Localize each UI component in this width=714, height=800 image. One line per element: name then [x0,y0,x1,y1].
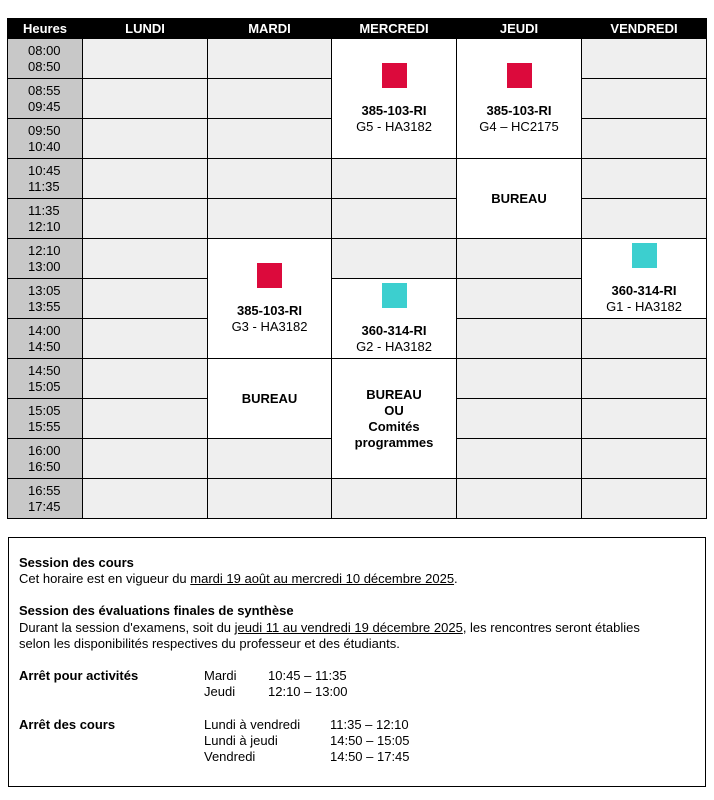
crimson-marker-icon [382,63,407,88]
block-label: BUREAU [491,190,547,206]
header-hours-label: Heures [22,21,68,36]
schedule-info-box [8,537,706,787]
course-group-room: G2 - HA3182 [356,338,432,354]
empty-slot [581,38,707,79]
block-label: BUREAU [241,390,298,406]
teal-marker-icon [632,243,657,268]
empty-slot [456,478,582,519]
course-group-room: G1 - HA3182 [606,298,682,314]
block-label: Comités [368,418,420,434]
time-end: 11:35 [28,178,60,194]
time-slot [7,358,83,399]
block-label: programmes [354,434,434,450]
office-block [331,358,457,479]
time-end: 09:45 [28,98,61,114]
time-start: 10:45 [28,162,61,178]
day-header-label: MERCREDI [359,21,429,36]
time-start: 16:00 [28,442,61,458]
block-label: BUREAU [366,386,422,402]
empty-slot [82,198,208,239]
course-code: 385-103-RI [361,102,427,118]
exam-text-pre: Durant la session d'examens, soit du [19,620,235,635]
day-header-label: MARDI [248,21,291,36]
course-code: 385-103-RI [486,102,552,118]
empty-slot [581,438,707,479]
weekly-schedule-grid [7,18,706,517]
empty-slot [456,358,582,399]
time-slot [7,478,83,519]
empty-slot [207,198,332,239]
empty-slot [207,78,332,119]
block-label: OU [384,402,404,418]
breaks-title: Arrêt des cours [19,717,116,732]
day-header-label: JEUDI [499,21,539,36]
course-group-room: G3 - HA3182 [231,318,308,334]
empty-slot [581,398,707,439]
empty-slot [581,478,707,519]
empty-slot [82,398,208,439]
empty-slot [82,158,208,199]
empty-slot [581,78,707,119]
time-slot [7,278,83,319]
day-header-label: VENDREDI [610,21,678,36]
empty-slot [207,118,332,159]
session-text-post: . [454,571,458,586]
empty-slot [207,158,332,199]
course-block [207,238,332,359]
empty-slot [331,198,457,239]
empty-slot [456,238,582,279]
exam-text-post: , les rencontres seront établies [462,620,640,635]
crimson-marker-icon [507,63,532,88]
time-end: 14:50 [28,338,61,354]
crimson-marker-icon [257,263,282,288]
header-hours [7,18,83,39]
exam-dates: jeudi 11 au vendredi 19 décembre 2025 [234,620,463,635]
activities-day: Mardi [204,668,237,683]
time-end: 13:55 [28,298,61,314]
time-slot [7,438,83,479]
exam-text-line2: selon les disponibilités respectives du professeur et des étudiants. [19,636,400,651]
time-slot [7,198,83,239]
course-block [331,278,457,359]
activities-time: 10:45 – 11:35 [268,668,347,683]
breaks-day: Lundi à vendredi [204,717,301,732]
empty-slot [456,398,582,439]
empty-slot [82,318,208,359]
empty-slot [82,478,208,519]
office-block [456,158,582,239]
empty-slot [82,278,208,319]
course-code: 360-314-RI [611,282,677,298]
exam-text-line1 [19,620,640,636]
time-end: 08:50 [28,58,61,74]
time-start: 08:00 [28,42,61,58]
course-group-room: G4 – HC2175 [479,118,559,134]
course-block [456,38,582,159]
session-title: Session des cours [19,555,134,570]
empty-slot [581,318,707,359]
time-slot [7,238,83,279]
empty-slot [456,318,582,359]
time-slot [7,38,83,79]
course-code: 385-103-RI [236,302,303,318]
empty-slot [82,118,208,159]
breaks-day: Vendredi [204,749,256,764]
empty-slot [331,478,457,519]
time-start: 12:10 [28,242,61,258]
day-header-label: LUNDI [125,21,165,36]
breaks-time: 14:50 – 17:45 [330,749,410,764]
breaks-time: 11:35 – 12:10 [330,717,409,732]
empty-slot [82,238,208,279]
time-end: 17:45 [28,498,61,514]
time-end: 15:55 [28,418,61,434]
empty-slot [581,118,707,159]
empty-slot [581,358,707,399]
empty-slot [331,158,457,199]
time-start: 13:05 [28,282,61,298]
empty-slot [581,198,707,239]
day-header [456,18,582,39]
time-end: 12:10 [28,218,61,234]
course-block [331,38,457,159]
course-code: 360-314-RI [361,322,427,338]
activities-time: 12:10 – 13:00 [268,684,348,699]
time-end: 15:05 [28,378,61,394]
course-group-room: G5 - HA3182 [356,118,432,134]
empty-slot [207,478,332,519]
teal-marker-icon [382,283,407,308]
day-header [331,18,457,39]
time-end: 10:40 [28,138,61,154]
empty-slot [331,238,457,279]
time-end: 16:50 [28,458,61,474]
day-header [207,18,332,39]
empty-slot [581,158,707,199]
activities-day: Jeudi [204,684,236,699]
empty-slot [82,78,208,119]
time-slot [7,118,83,159]
time-start: 14:00 [28,322,61,338]
day-header [82,18,208,39]
session-dates: mardi 19 août au mercredi 10 décembre 2025 [190,571,455,586]
time-start: 14:50 [28,362,61,378]
time-end: 13:00 [28,258,61,274]
empty-slot [207,38,332,79]
session-text-pre: Cet horaire est en vigueur du [19,571,191,586]
breaks-day: Lundi à jeudi [204,733,278,748]
time-slot [7,318,83,359]
course-block [581,238,707,319]
empty-slot [82,38,208,79]
empty-slot [456,278,582,319]
empty-slot [82,358,208,399]
empty-slot [82,438,208,479]
day-header [581,18,707,39]
time-start: 16:55 [28,482,61,498]
time-start: 11:35 [28,202,60,218]
breaks-time: 14:50 – 15:05 [330,733,410,748]
empty-slot [207,438,332,479]
activities-title: Arrêt pour activités [19,668,139,683]
time-start: 09:50 [28,122,61,138]
empty-slot [456,438,582,479]
time-start: 15:05 [28,402,61,418]
session-text [19,571,458,587]
time-slot [7,158,83,199]
time-slot [7,398,83,439]
time-slot [7,78,83,119]
office-block [207,358,332,439]
time-start: 08:55 [28,82,61,98]
exam-title: Session des évaluations finales de synthèse [19,603,294,618]
